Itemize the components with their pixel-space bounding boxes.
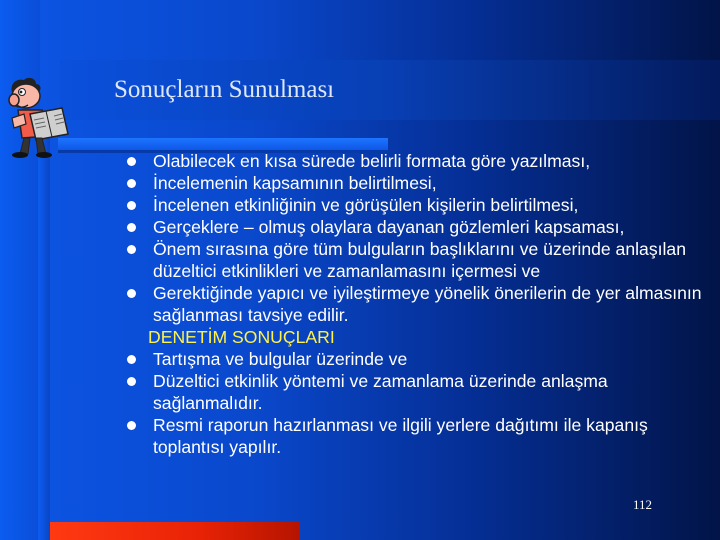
bullet-list [127, 150, 707, 458]
bullet-item: İncelenen etkinliğinin ve görüşülen kişilerin belirtilmesi, [127, 194, 707, 216]
bullet-item: Gerçeklere – olmuş olaylara dayanan gözlemleri kapsaması, [127, 216, 707, 238]
title-underline-bar [58, 138, 388, 150]
man-reading-newspaper-icon [2, 74, 74, 158]
bullet-item: Olabilecek en kısa sürede belirli formata göre yazılması, [127, 150, 707, 172]
bullet-dot-icon [127, 355, 136, 364]
bullet-dot-icon [127, 223, 136, 232]
bullet-item: Tartışma ve bulgular üzerinde ve [127, 348, 707, 370]
bullet-item: Düzeltici etkinlik yöntemi ve zamanlama üzerinde anlaşma sağlanmalıdır. [127, 370, 707, 414]
page-number: 112 [633, 497, 653, 512]
bullet-dot-icon [127, 201, 136, 210]
section-heading: DENETİM SONUÇLARI [148, 327, 335, 347]
bullet-dot-icon [127, 157, 136, 166]
bullet-dot-icon [127, 179, 136, 188]
bullet-dot-icon [127, 245, 136, 254]
bullet-dot-icon [127, 377, 136, 386]
bullet-item: Önem sırasına göre tüm bulguların başlıklarını ve üzerinde anlaşılan düzeltici etkinlikleri ve zamanlamasını içermesi ve [127, 238, 707, 282]
bullet-dot-icon [127, 421, 136, 430]
bullet-item: İncelemenin kapsamının belirtilmesi, [127, 172, 707, 194]
vertical-accent-bar [38, 120, 50, 540]
bullet-item: Resmi raporun hazırlanması ve ilgili yerlere dağıtımı ile kapanış toplantısı yapılır. [127, 414, 707, 458]
bullet-dot-icon [127, 289, 136, 298]
red-accent-bar [50, 522, 300, 540]
bullet-item: Gerektiğinde yapıcı ve iyileştirmeye yönelik önerilerin de yer almasının sağlanması tavsiye edilir. [127, 282, 707, 326]
slide-title: Sonuçların Sunulması [114, 76, 335, 103]
